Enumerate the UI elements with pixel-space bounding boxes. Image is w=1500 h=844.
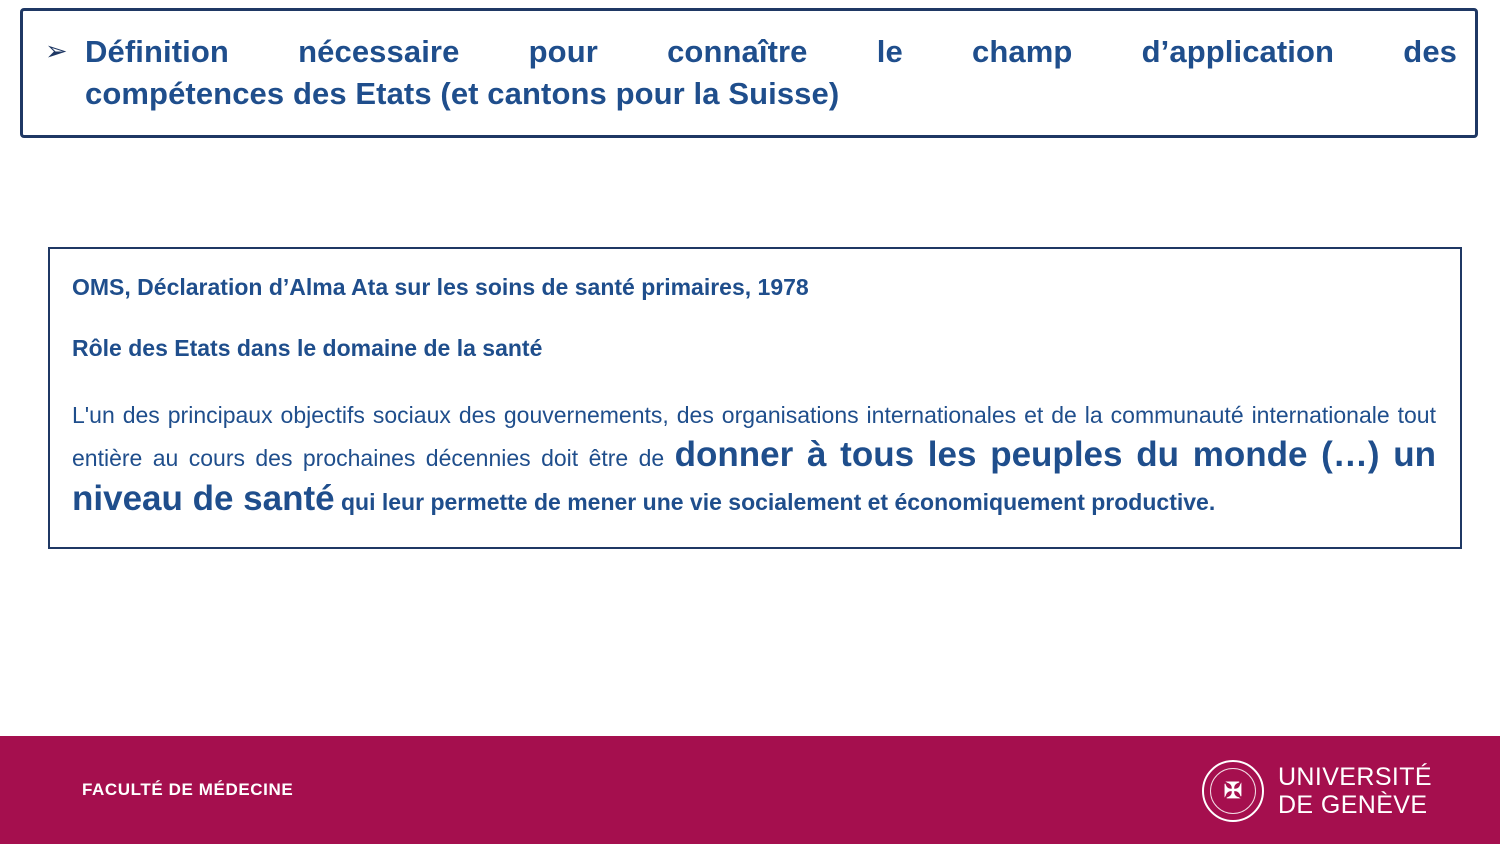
- quote-topic-heading: Rôle des Etats dans le domaine de la santé: [72, 335, 543, 362]
- quote-body: [72, 398, 1436, 521]
- page-title-line-1: Définition nécessaire pour connaître le champ d’application des: [85, 34, 1457, 69]
- university-logo-line-2: DE GENÈVE: [1277, 791, 1428, 819]
- arrow-bullet-icon: ➢: [45, 36, 68, 67]
- page-title: [85, 31, 1457, 115]
- quote-body-part-2: qui leur permette de mener une vie socialement et économiquement productive.: [334, 489, 1216, 516]
- university-logo-line-1: UNIVERSITÉ: [1277, 763, 1432, 791]
- faculty-label: FACULTÉ DE MÉDECINE: [82, 780, 294, 799]
- quote-source-heading: OMS, Déclaration d’Alma Ata sur les soins de santé primaires, 1978: [72, 274, 809, 300]
- title-row: [45, 31, 1457, 115]
- university-logo: [1202, 760, 1432, 822]
- title-callout-box: [20, 8, 1478, 138]
- quote-body-emphasis: donner à tous les peuples du monde (…) un niveau de santé: [72, 435, 1437, 519]
- quote-box: [48, 247, 1462, 549]
- quote-body-part-1: L'un des principaux objectifs sociaux des gouvernements, des organisations internationales et de la communauté internationale tout entière au cours des prochaines décennies doit être de: [72, 401, 1436, 472]
- seal-glyph: ✠: [1223, 778, 1243, 804]
- page-title-line-2: compétences des Etats (et cantons pour la Suisse): [85, 75, 840, 111]
- footer-band: [0, 736, 1500, 844]
- university-seal-icon: [1202, 760, 1264, 822]
- university-logo-text: [1278, 763, 1432, 819]
